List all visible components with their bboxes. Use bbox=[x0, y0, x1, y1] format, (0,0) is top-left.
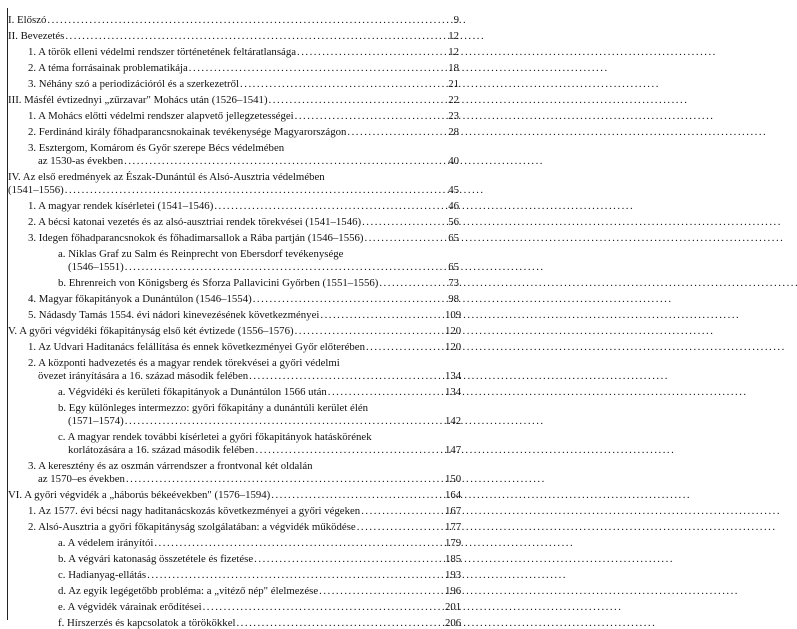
toc-dot-leader bbox=[154, 537, 444, 549]
toc-page-number: 21 bbox=[448, 78, 459, 90]
toc-entry bbox=[0, 341, 462, 353]
toc-dot-leader bbox=[319, 585, 444, 597]
toc-page-number: 167 bbox=[445, 505, 462, 517]
toc-entry-title: 1. Az Udvari Haditanács felállítása és ennek következményei Győr előterében bbox=[28, 341, 365, 353]
toc-entry bbox=[0, 357, 459, 369]
toc-dot-leader bbox=[124, 155, 444, 167]
toc-page-number: 65 bbox=[448, 261, 459, 273]
toc-page-number: 18 bbox=[448, 62, 459, 74]
toc-dot-leader bbox=[365, 232, 445, 244]
toc-dot-leader bbox=[126, 473, 444, 485]
toc-dot-leader bbox=[295, 325, 444, 337]
toc-page-number: 177 bbox=[445, 521, 462, 533]
toc-entry-title: b. Ehrenreich von Königsberg és Sforza Pallavicini Győrben (1551–1556) bbox=[58, 277, 379, 289]
toc-dot-leader bbox=[269, 94, 444, 106]
toc-page-number: 196 bbox=[445, 585, 462, 597]
toc-page-number: 147 bbox=[445, 444, 462, 456]
toc-entry-title: 1. A török elleni védelmi rendszer történetének feltáratlansága bbox=[28, 46, 297, 58]
toc-dot-leader bbox=[361, 505, 444, 517]
toc-entry-title: a. A védelem irányítói bbox=[58, 537, 154, 549]
toc-dot-leader bbox=[240, 78, 444, 90]
toc-entry bbox=[0, 460, 459, 472]
toc-entry bbox=[0, 537, 462, 549]
toc-dot-leader bbox=[362, 216, 444, 228]
toc-entry-title: 1. Az 1577. évi bécsi nagy haditanácskozás következményei a győri végeken bbox=[28, 505, 361, 517]
toc-entry-title: korlátozására a 16. század második felében bbox=[68, 444, 255, 456]
toc-entry bbox=[0, 14, 459, 26]
toc-page-number: 45 bbox=[448, 184, 459, 196]
toc-entry-title: 3. Esztergom, Komárom és Győr szerepe Bécs védelmében bbox=[28, 142, 285, 154]
toc-dot-leader bbox=[249, 370, 444, 382]
toc-entry bbox=[0, 415, 462, 427]
toc-entry-title: III. Másfél évtizednyi „zűrzavar" Mohács után (1526–1541) bbox=[8, 94, 268, 106]
toc-page-number: 12 bbox=[448, 30, 459, 42]
toc-entry-title: 3. A keresztény és az oszmán várrendszer a frontvonal két oldalán bbox=[28, 460, 313, 472]
toc-entry-title: d. Az egyik legégetőbb probléma: a „vitéző nép" élelmezése bbox=[58, 585, 319, 597]
toc-page-number: 120 bbox=[445, 325, 462, 337]
toc-page-number: 150 bbox=[445, 473, 462, 485]
toc-entry-title: c. Hadianyag-ellátás bbox=[58, 569, 147, 581]
toc-page-number: 40 bbox=[448, 155, 459, 167]
toc-entry-title: 1. A magyar rendek kísérletei (1541–1546) bbox=[28, 200, 214, 212]
toc-entry-title: e. A végvidék várainak erődítései bbox=[58, 601, 202, 613]
toc-entry-title: II. Bevezetés bbox=[8, 30, 65, 42]
toc-entry bbox=[0, 386, 462, 398]
toc-dot-leader bbox=[254, 553, 444, 565]
toc-dot-leader bbox=[328, 386, 444, 398]
toc-dot-leader bbox=[65, 184, 444, 196]
toc-page-number: 56 bbox=[448, 216, 459, 228]
toc-entry-title: a. Végvidéki és kerületi főkapitányok a Dunántúlon 1566 után bbox=[58, 386, 327, 398]
toc-entry bbox=[0, 94, 459, 106]
toc-entry bbox=[0, 155, 459, 167]
toc-page-number: 73 bbox=[448, 277, 459, 289]
toc-dot-leader bbox=[255, 444, 444, 456]
toc-dot-leader bbox=[379, 277, 444, 289]
toc-page-number: 23 bbox=[448, 110, 459, 122]
toc-page-number: 12 bbox=[448, 46, 459, 58]
toc-entry bbox=[0, 505, 462, 517]
toc-dot-leader bbox=[347, 126, 444, 138]
toc-entry-title: (1571–1574) bbox=[68, 415, 124, 427]
toc-entry-title: 2. A bécsi katonai vezetés és az alsó-ausztriai rendek törekvései (1541–1546) bbox=[28, 216, 362, 228]
toc-entry bbox=[0, 277, 459, 289]
toc-entry-title: (1546–1551) bbox=[68, 261, 124, 273]
toc-entry bbox=[0, 444, 462, 456]
toc-entry bbox=[0, 473, 462, 485]
toc-entry-title: 1. A Mohács előtti védelmi rendszer alapvető jellegzetességei bbox=[28, 110, 294, 122]
toc-dot-leader bbox=[236, 617, 444, 629]
toc-dot-leader bbox=[147, 569, 444, 581]
toc-dot-leader bbox=[214, 200, 444, 212]
toc-entry bbox=[0, 489, 462, 501]
toc-entry-title: 2. Alsó-Ausztria a győri főkapitányság szolgálatában: a végvidék működése bbox=[28, 521, 356, 533]
toc-page-number: 179 bbox=[445, 537, 462, 549]
toc-entry bbox=[0, 585, 462, 597]
toc-entry-title: IV. Az első eredmények az Észak-Dunántúl és Alsó-Ausztria védelmében bbox=[8, 171, 325, 183]
toc-page-number: 206 bbox=[445, 617, 462, 629]
toc-entry-title: 5. Nádasdy Tamás 1554. évi nádori kinevezésének következményei bbox=[28, 309, 320, 321]
toc-entry-title: (1541–1556) bbox=[8, 184, 64, 196]
toc-page-number: 134 bbox=[445, 370, 462, 382]
toc-dot-leader bbox=[320, 309, 444, 321]
toc-entry bbox=[0, 521, 462, 533]
toc-entry-title: I. Előszó bbox=[8, 14, 47, 26]
toc-entry bbox=[0, 569, 462, 581]
toc-dot-leader bbox=[295, 110, 444, 122]
toc-dot-leader bbox=[125, 415, 444, 427]
toc-entry bbox=[0, 78, 459, 90]
toc-dot-leader bbox=[271, 489, 444, 501]
toc-page-number: 22 bbox=[448, 94, 459, 106]
toc-dot-leader bbox=[253, 293, 444, 305]
toc-page-number: 109 bbox=[445, 309, 462, 321]
toc-entry-title: c. A magyar rendek további kísérletei a győri főkapitányok hatáskörének bbox=[58, 431, 372, 443]
toc-dot-leader bbox=[65, 30, 444, 42]
toc-entry-title: b. Egy különleges intermezzo: győri főkapitány a dunántúli kerület élén bbox=[58, 402, 369, 414]
toc-page-number: 65 bbox=[448, 232, 459, 244]
toc-page-number: 98 bbox=[448, 293, 459, 305]
toc-entry-title: 4. Magyar főkapitányok a Dunántúlon (1546–1554) bbox=[28, 293, 252, 305]
toc-entry bbox=[0, 126, 459, 138]
toc-entry bbox=[0, 62, 459, 74]
toc-entry bbox=[0, 553, 462, 565]
toc-entry bbox=[0, 200, 459, 212]
toc-entry-title: övezet irányítására a 16. század második felében bbox=[38, 370, 249, 382]
toc-entry bbox=[0, 431, 459, 443]
toc-entry-title: b. A végvári katonaság összetétele és fizetése bbox=[58, 553, 254, 565]
toc-entry bbox=[0, 232, 459, 244]
toc-entry bbox=[0, 261, 459, 273]
toc-entry bbox=[0, 171, 459, 183]
toc-entry-title: VI. A győri végvidék a „háborús békeévekben" (1576–1594) bbox=[8, 489, 271, 501]
toc-entry bbox=[0, 370, 462, 382]
toc-entry bbox=[0, 293, 459, 305]
toc-entry-title: az 1570–es években bbox=[38, 473, 125, 485]
toc-page-number: 185 bbox=[445, 553, 462, 565]
toc-page-number: 142 bbox=[445, 415, 462, 427]
toc-entry bbox=[0, 142, 459, 154]
toc-entry bbox=[0, 617, 462, 629]
toc-entry-title: f. Hírszerzés és kapcsolatok a törökökkel bbox=[58, 617, 236, 629]
toc-entry bbox=[0, 30, 459, 42]
toc-dot-leader bbox=[47, 14, 444, 26]
toc-entry-title: a. Niklas Graf zu Salm és Reinprecht von Ebersdorf tevékenysége bbox=[58, 248, 344, 260]
toc-dot-leader bbox=[357, 521, 444, 533]
toc-entry-title: 3. Idegen főhadparancsnokok és főhadimarsallok a Rába partján (1546–1556) bbox=[28, 232, 364, 244]
toc-entry-title: 2. A téma forrásainak problematikája bbox=[28, 62, 188, 74]
toc-page-number: 193 bbox=[445, 569, 462, 581]
toc-page-number: 46 bbox=[448, 200, 459, 212]
toc-page-number: 164 bbox=[445, 489, 462, 501]
toc-entry bbox=[0, 325, 462, 337]
toc-page-number: 134 bbox=[445, 386, 462, 398]
toc-page-number: 28 bbox=[448, 126, 459, 138]
toc-dot-leader bbox=[366, 341, 444, 353]
toc-entry-title: 3. Néhány szó a periodizációról és a szerkezetről bbox=[28, 78, 240, 90]
toc-dot-leader bbox=[203, 601, 444, 613]
toc-entry bbox=[0, 601, 462, 613]
toc-entry-title: 2. Ferdinánd király főhadparancsnokainak tevékenysége Magyarországon bbox=[28, 126, 347, 138]
toc-entry bbox=[0, 46, 459, 58]
toc-entry bbox=[0, 184, 459, 196]
toc-entry bbox=[0, 402, 459, 414]
toc-entry bbox=[0, 110, 459, 122]
toc-dot-leader bbox=[189, 62, 444, 74]
toc-entry-title: V. A győri végvidéki főkapitányság első két évtizede (1556–1576) bbox=[8, 325, 294, 337]
toc-entry bbox=[0, 216, 459, 228]
toc-entry bbox=[0, 248, 459, 260]
toc-page-number: 201 bbox=[445, 601, 462, 613]
toc-dot-leader bbox=[125, 261, 444, 273]
toc-entry bbox=[0, 309, 462, 321]
toc-page-number: 9 bbox=[453, 14, 459, 26]
toc-page-number: 120 bbox=[445, 341, 462, 353]
toc-entry-title: 2. A központi hadvezetés és a magyar rendek törekvései a győri védelmi bbox=[28, 357, 340, 369]
toc-dot-leader bbox=[297, 46, 444, 58]
toc-entry-title: az 1530-as években bbox=[38, 155, 124, 167]
